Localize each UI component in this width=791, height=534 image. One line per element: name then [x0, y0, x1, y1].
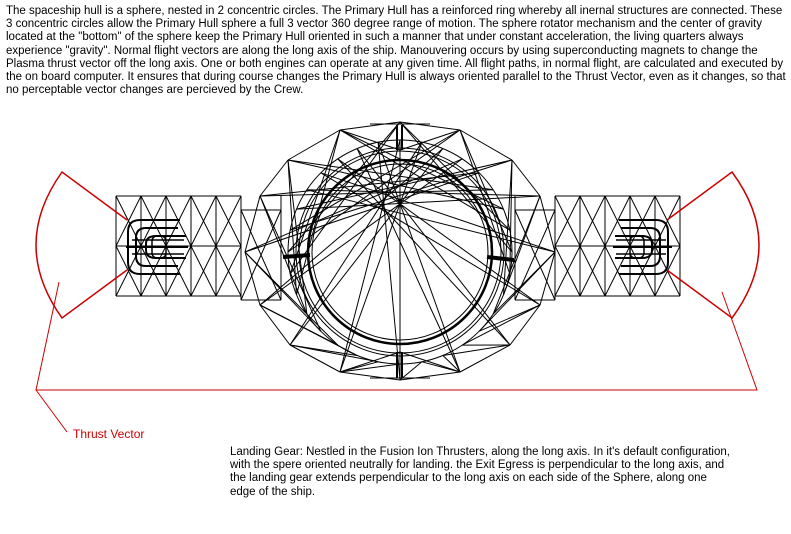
thrust-label-leader — [36, 390, 67, 432]
outer-frame-strut — [400, 372, 460, 380]
hull-web-strut — [297, 196, 541, 209]
hull-web-strut — [338, 159, 540, 305]
outer-frame-strut — [340, 372, 400, 380]
outer-frame-strut — [460, 130, 512, 160]
left-fusion-ion-thruster — [126, 220, 188, 274]
thrust-vector-label: Thrust Vector — [73, 427, 145, 441]
description-text: The spaceship hull is a sphere, nested in 2 concentric circles. The Primary Hull has a reinforced ring whereby all inernal structures are connected. These 3 concentric circles allow the Primary Hull sphere a full 3 vector 360 degree range of motion. The sphere rotator mechanism and the center of gravity located at the "bottom" of the sphere keep the Primary Hull oriented in such a manner that under constant acceleration, the living quarters always experience "gravity". Normal flight vectors are along the long axis of the ship. Manouvering occurs by using superconducting magnets to change the Plasma thrust vector off the long axis. One or both engines can operate at any given time. All flight paths, in normal flight, are calculated and executed by the on board computer. It ensures that during course changes the Primary Hull is always oriented parallel to the Thrust Vector, even as it changes, so that no perceptable vector changes are percieved by the Crew. — [6, 5, 786, 97]
hull-web-strut — [340, 364, 400, 372]
hull-web-strut — [321, 173, 555, 252]
bottom-cap-strut — [400, 352, 460, 372]
ring-pivot-left — [283, 255, 310, 257]
outer-frame-strut — [260, 305, 290, 345]
outer-frame-strut — [540, 196, 555, 252]
hull-web-strut — [260, 149, 443, 306]
hull-web-strut — [479, 305, 540, 331]
right-fusion-ion-thruster — [613, 220, 672, 274]
outer-frame-strut — [288, 130, 340, 160]
outer-frame-strut — [260, 160, 288, 196]
left-plasma-cone — [36, 172, 127, 318]
landing-gear-text: Landing Gear: Nestled in the Fusion Ion Thrusters, along the long axis. In it's default configuration, with the spere oriented neutrally for landing. the Exit Egress is perpendicular to the long axis, and the landing gear extends perpendicular to the long axis on each side of the Sphere, along one edge of the ship. — [230, 446, 730, 498]
outer-frame-strut — [400, 122, 460, 130]
bottom-cap-strut — [340, 352, 400, 372]
right-plasma-cone — [667, 172, 759, 318]
primary-hull — [283, 125, 514, 378]
outer-frame-strut — [340, 122, 400, 130]
outer-frame-strut — [512, 160, 540, 196]
